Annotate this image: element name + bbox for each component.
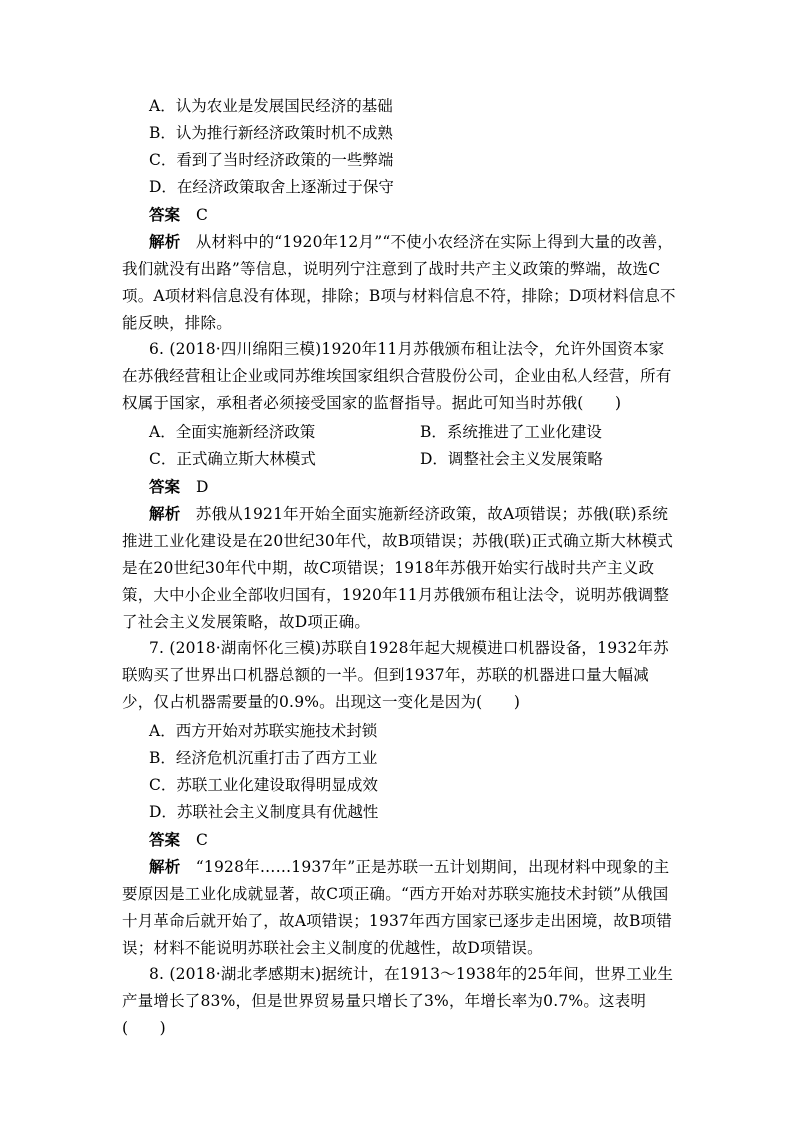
q5-option-d: D．在经济政策取舍上逐渐过于保守 bbox=[149, 178, 394, 196]
q6-option-b: B．系统推进了工业化建设 bbox=[420, 423, 602, 441]
q6-analysis bbox=[122, 500, 678, 636]
q7-answer-value: C bbox=[196, 831, 208, 849]
q7-option-a: A．西方开始对苏联实施技术封锁 bbox=[149, 722, 378, 740]
q7-option-c: C．苏联工业化建设取得明显成效 bbox=[149, 776, 378, 794]
q5-answer-value: C bbox=[196, 206, 208, 224]
q7-answer bbox=[149, 826, 208, 854]
q6-option-a: A．全面实施新经济政策 bbox=[149, 423, 316, 441]
q7-option-d: D．苏联社会主义制度具有优越性 bbox=[149, 803, 379, 821]
q5-analysis-label: 解析 bbox=[149, 232, 181, 251]
q7-stem: 7. (2018·湖南怀化三模)苏联自1928年起大规模进口机器设备，1932年苏联购买了世界出口机器总额的一半。但到1937年，苏联的机器进口量大幅减少，仅占机器需要量的0.9%。出现这一变化是因为( ) bbox=[122, 639, 669, 711]
q7-analysis bbox=[122, 853, 678, 962]
q6-stem: 6. (2018·四川绵阳三模)1920年11月苏俄颁布租让法令，允许外国资本家在苏俄经营租让企业或同苏维埃国家组织合营股份公司，企业由私人经营，所有权属于国家，承租者必须接受国家的监督指导。据此可知当时苏俄( ) bbox=[122, 340, 672, 412]
q5-option-c: C．看到了当时经济政策的一些弊端 bbox=[149, 151, 394, 169]
q5-analysis bbox=[122, 228, 678, 337]
q5-analysis-text: 从材料中的“1920年12月”“不使小农经济在实际上得到大量的改善，我们就没有出路”等信息，说明列宁注意到了战时共产主义政策的弊端，故选C项。A项材料信息没有体现，排除；B项与材料信息不符，排除；D项材料信息不能反映，排除。 bbox=[122, 233, 676, 332]
q6-analysis-label: 解析 bbox=[149, 504, 181, 523]
q6-analysis-text: 苏俄从1921年开始全面实施新经济政策，故A项错误；苏俄(联)系统推进工业化建设是在20世纪30年代，故B项错误；苏俄(联)正式确立斯大林模式是在20世纪30年代中期，故C项错误；1918年苏俄开始实行战时共产主义政策，大中小企业全部收归国有，1920年11月苏俄颁布租让法令，说明苏俄调整了社会主义发展策略，故D项正确。 bbox=[122, 505, 674, 631]
q7-analysis-label: 解析 bbox=[149, 857, 181, 876]
q6-option-d: D．调整社会主义发展策略 bbox=[420, 450, 603, 468]
q5-answer bbox=[149, 201, 208, 229]
q7-answer-label: 答案 bbox=[149, 830, 181, 849]
q5-option-a: A．认为农业是发展国民经济的基础 bbox=[149, 97, 393, 115]
q7-option-b: B．经济危机沉重打击了西方工业 bbox=[149, 749, 378, 767]
q6-option-c: C．正式确立斯大林模式 bbox=[149, 450, 316, 468]
q6-answer-value: D bbox=[196, 478, 209, 496]
q5-option-b: B．认为推行新经济政策时机不成熟 bbox=[149, 124, 393, 142]
q5-answer-label: 答案 bbox=[149, 205, 181, 224]
q7-analysis-text: “1928年……1937年”正是苏联一五计划期间，出现材料中现象的主要原因是工业化成就显著，故C项正确。“西方开始对苏联实施技术封锁”从俄国十月革命后就开始了，故A项错误；1937年西方国家已逐步走出困境，故B项错误；材料不能说明苏联社会主义制度的优越性，故D项错误。 bbox=[122, 858, 672, 957]
q6-answer bbox=[149, 473, 208, 501]
q6-answer-label: 答案 bbox=[149, 477, 181, 496]
q8-stem: 8. (2018·湖北孝感期末)据统计，在1913～1938年的25年间，世界工业生产量增长了83%，但是世界贸易量只增长了3%，年增长率为0.7%。这表明( ) bbox=[122, 965, 674, 1037]
